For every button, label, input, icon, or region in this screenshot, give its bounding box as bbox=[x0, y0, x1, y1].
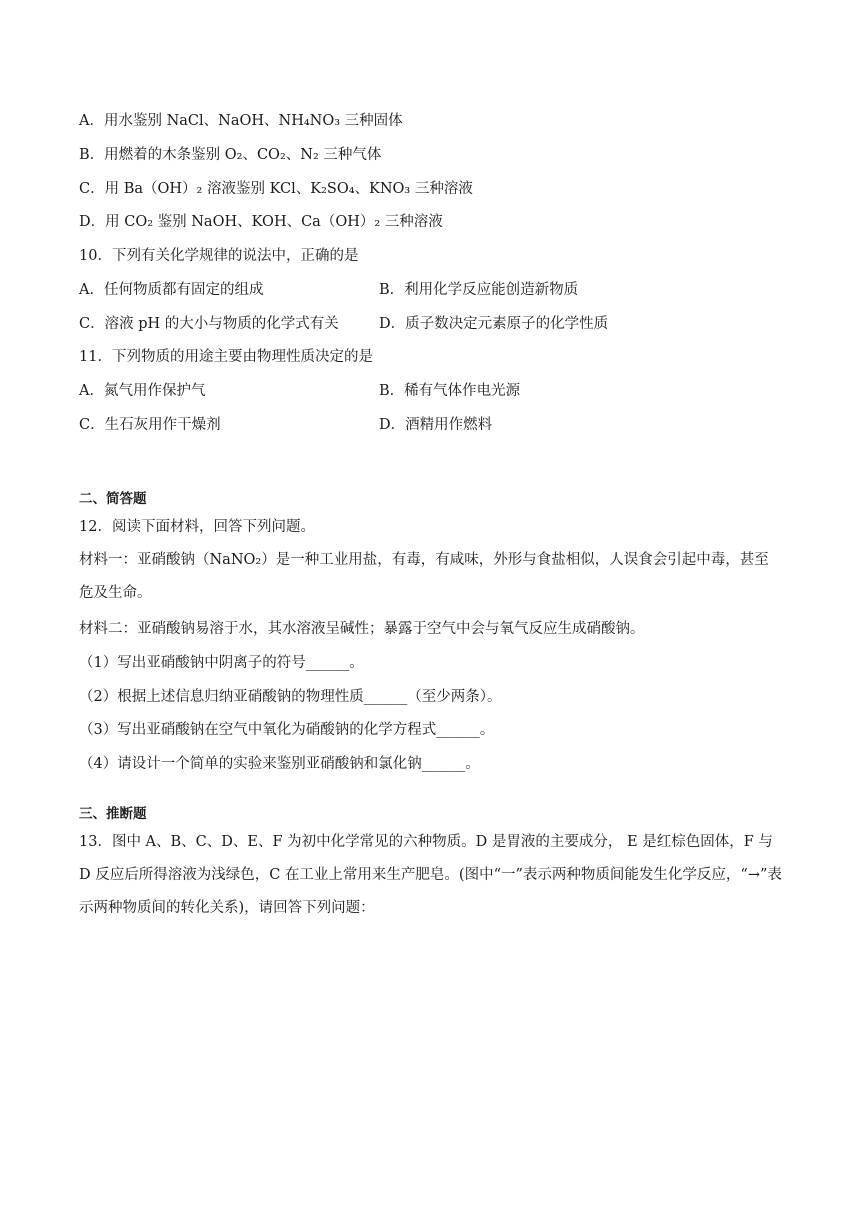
q12-material-1: 材料一：亚硝酸钠（NaNO₂）是一种工业用盐，有毒，有咸味，外形与食盐相似，人误食会引起中毒，甚至危及生命。 bbox=[79, 552, 769, 601]
q10-option-a: A．任何物质都有固定的组成 bbox=[79, 282, 264, 298]
section-2-heading: 二、简答题 bbox=[79, 491, 147, 507]
q12-stem: 12．阅读下面材料，回答下列问题。 bbox=[79, 519, 315, 535]
q9-option-c: C．用 Ba（OH）₂ 溶液鉴别 KCl、K₂SO₄、KNO₃ 三种溶液 bbox=[79, 181, 473, 197]
q11-option-d: D．酒精用作燃料 bbox=[379, 417, 493, 433]
q11-stem: 11．下列物质的用途主要由物理性质决定的是 bbox=[79, 349, 373, 365]
q12-sub-4: （4）请设计一个简单的实验来鉴别亚硝酸钠和氯化钠______。 bbox=[79, 756, 480, 772]
section-3-heading: 三、推断题 bbox=[79, 806, 147, 822]
q10-option-d: D．质子数决定元素原子的化学性质 bbox=[379, 316, 609, 332]
q11-option-a: A．氮气用作保护气 bbox=[79, 383, 206, 399]
q9-option-b: B．用燃着的木条鉴别 O₂、CO₂、N₂ 三种气体 bbox=[79, 147, 382, 163]
q12-sub-3: （3）写出亚硝酸钠在空气中氧化为硝酸钠的化学方程式______。 bbox=[79, 722, 495, 738]
q10-stem: 10．下列有关化学规律的说法中，正确的是 bbox=[79, 248, 359, 264]
q10-option-b: B．利用化学反应能创造新物质 bbox=[379, 282, 579, 298]
q13-stem: 13．图中 A、B、C、D、E、F 为初中化学常见的六种物质。D 是胃液的主要成分， E 是红棕色固体，F 与 D 反应后所得溶液为浅绿色，C 在工业上常用来生产肥皂。(图中“一”表示两种物质间能发生化学反应，“→”表示两种物质间的转化关系)，请回答下列问题： bbox=[79, 834, 782, 916]
q12-sub-2: （2）根据上述信息归纳亚硝酸钠的物理性质______（至少两条）。 bbox=[79, 689, 502, 705]
q11-option-c: C．生石灰用作干燥剂 bbox=[79, 417, 221, 433]
q9-option-d: D．用 CO₂ 鉴别 NaOH、KOH、Ca（OH）₂ 三种溶液 bbox=[79, 214, 443, 230]
q11-option-b: B．稀有气体作电光源 bbox=[379, 383, 521, 399]
q12-sub-1: （1）写出亚硝酸钠中阴离子的符号______。 bbox=[79, 655, 364, 671]
q12-material-2: 材料二：亚硝酸钠易溶于水，其水溶液呈碱性；暴露于空气中会与氧气反应生成硝酸钠。 bbox=[79, 621, 645, 637]
q9-option-a: A．用水鉴别 NaCl、NaOH、NH₄NO₃ 三种固体 bbox=[79, 113, 403, 129]
q10-option-c: C．溶液 pH 的大小与物质的化学式有关 bbox=[79, 316, 339, 332]
